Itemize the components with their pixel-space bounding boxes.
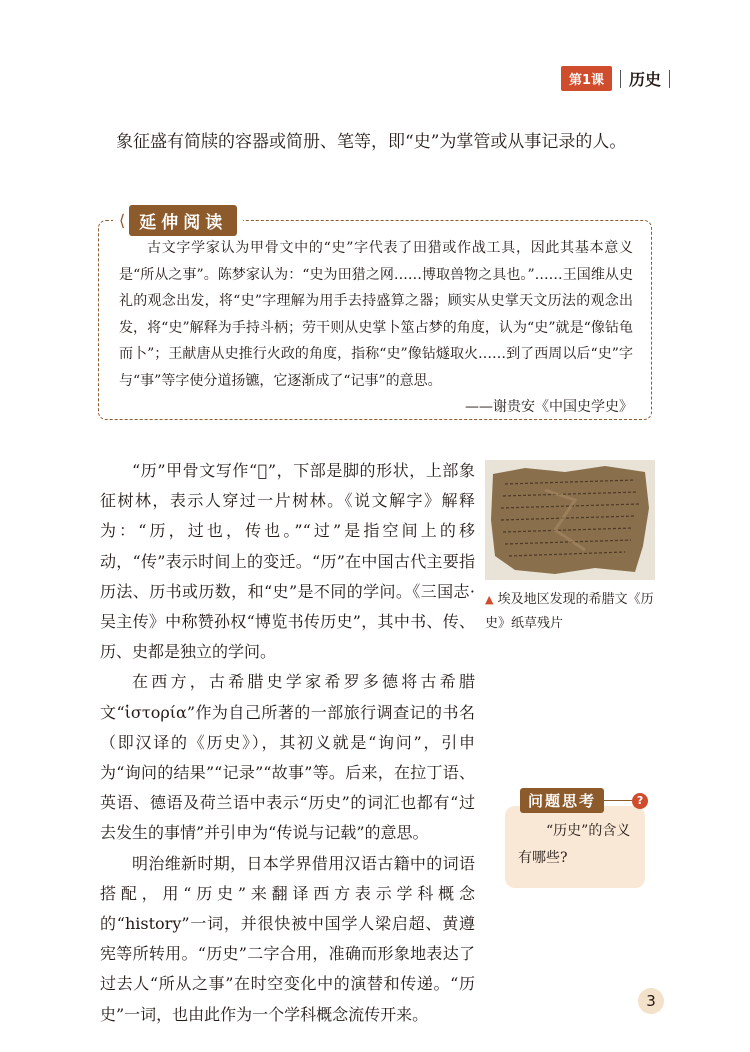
- page-number: 3: [638, 988, 664, 1014]
- question-text: “历史”的含义有哪些?: [518, 823, 631, 866]
- papyrus-fragment-image: [485, 460, 655, 580]
- extended-reading-label: 延伸阅读: [129, 205, 237, 236]
- intro-paragraph: 象征盛有简牍的容器或简册、笔等，即“史”为掌管或从事记录的人。: [116, 132, 627, 152]
- main-text: [100, 456, 475, 1030]
- extended-reading-box: [98, 211, 652, 420]
- extended-reading-source: ——谢贵安《中国史学史》: [465, 399, 633, 415]
- photo-caption: [485, 588, 657, 636]
- question-mark-icon: ?: [632, 793, 648, 809]
- header-divider-right: [669, 70, 670, 88]
- extended-reading-title: [113, 205, 243, 236]
- extended-reading-body: [119, 235, 633, 421]
- extended-reading-text: 古文字学家认为甲骨文中的“史”字代表了田猎或作战工具，因此其基本意义是“所从之事”。陈梦家认为：“史为田猎之网……博取兽物之具也。”……王国维从史礼的观念出发，将“史”字理解为用手去持盛算之器；顾实从史掌天文历法的观念出发，将“史”解释为手持斗柄；劳干则从史掌卜筮占梦的角度，认为“史”就是“像钻龟而卜”；王献唐从史推行火政的角度，指称“史”像钻燧取火……到了西周以后“史”字与“事”等字使分道扬镳，它逐渐成了“记事”的意思。: [119, 240, 633, 389]
- question-header: [520, 788, 648, 813]
- question-rule: [604, 800, 632, 801]
- paragraph-west: 在西方，古希腊史学家希罗多德将古希腊文“ἱστορία”作为自己所著的一部旅行调查记的书名（即汉译的《历史》），其初义就是“询问”，引申为“询问的结果”“记录”“故事”等。后来，在拉丁语、英语、德语及荷兰语中表示“历史”的词汇也都有“过去发生的事情”并引申为“传说与记载”的意思。: [100, 672, 475, 843]
- page-header: [561, 66, 670, 91]
- header-divider: [620, 70, 621, 88]
- lesson-badge: 第1课: [561, 66, 612, 91]
- question-title: 问题思考: [520, 788, 604, 813]
- photo-caption-text: 埃及地区发现的希腊文《历史》纸草残片: [485, 592, 654, 631]
- paragraph-meiji: 明治维新时期，日本学界借用汉语古籍中的词语搭配，用“历史”来翻译西方表示学科概念的“history”一词，并很快被中国学人梁启超、黄遵宪等所转用。“历史”二字合用，准确而形象地表达了过去人“所从之事”在时空变化中的演替和传递。“历史”一词，也由此作为一个学科概念流传开来。: [100, 853, 475, 1024]
- bracket-ornament-icon: ⟨: [119, 211, 126, 230]
- header-title: 历史: [628, 70, 661, 89]
- triangle-marker-icon: ▲: [485, 593, 494, 606]
- paragraph-li-character: “历”甲骨文写作“𡴚”，下部是脚的形状，上部象征树林，表示人穿过一片树林。《说文解字》解释为：“历，过也，传也。”“过”是指空间上的移动，“传”表示时间上的变迁。“历”在中国古代主要指历法、历书或历数，和“史”是不同的学问。《三国志·吴主传》中称赞孙权“博览书传历史”，其中书、传、历、史都是独立的学问。: [100, 461, 475, 662]
